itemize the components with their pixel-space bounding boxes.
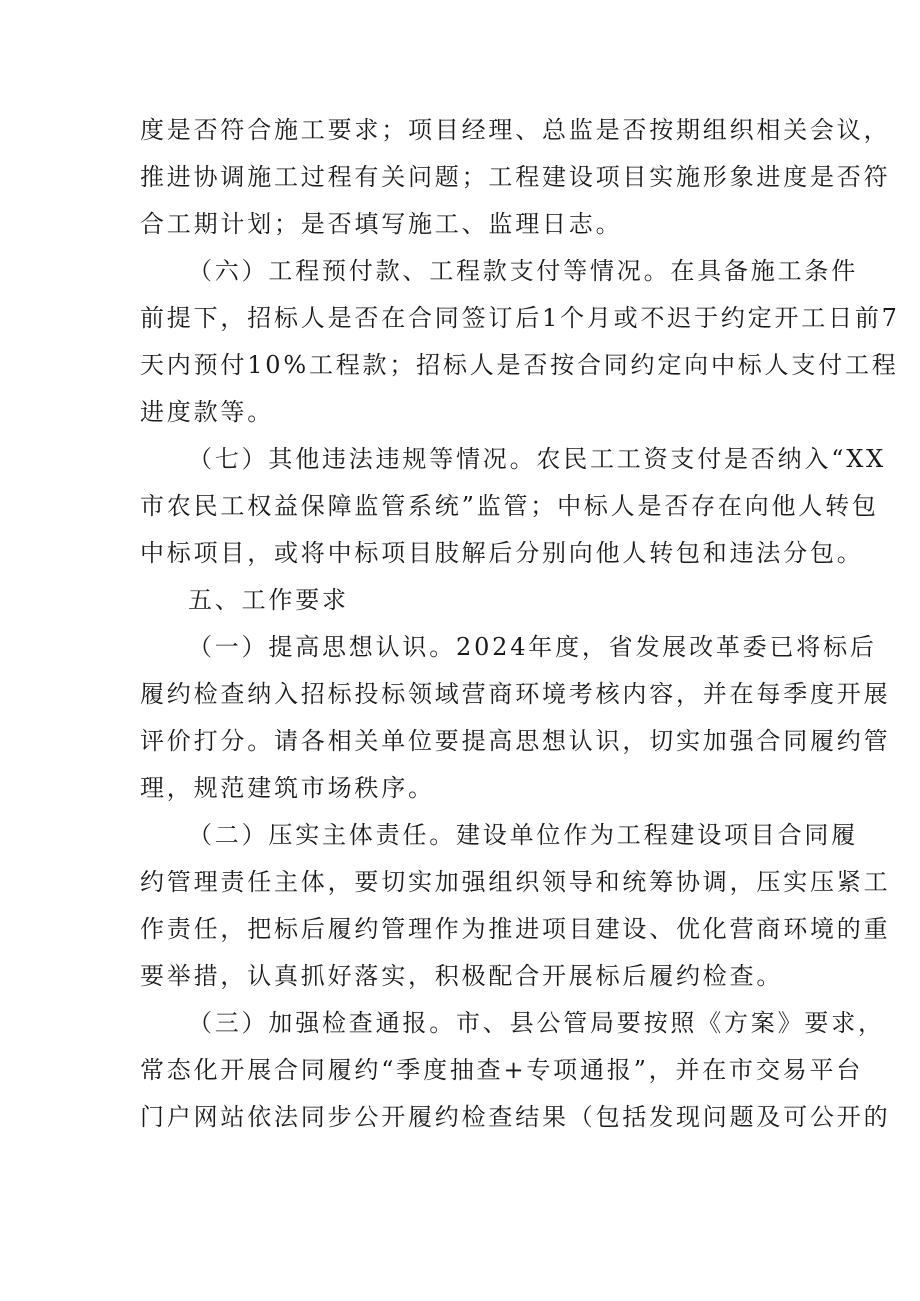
text-line: 门户网站依法同步公开履约检查结果（包括发现问题及可公开的: [140, 1103, 891, 1131]
text-line: 理，规范建筑市场秩序。: [140, 774, 435, 802]
text-line: 合工期计划；是否填写施工、监理日志。: [140, 210, 623, 238]
text-line: 度是否符合施工要求；项目经理、总监是否按期组织相关会议，: [140, 116, 891, 144]
text-line: 约管理责任主体，要切实加强组织领导和统筹协调，压实压紧工: [140, 868, 891, 896]
document-body: [140, 107, 900, 1141]
section-heading-work-requirements: [140, 577, 786, 624]
section-heading: 五、工作要求: [188, 586, 349, 614]
paragraph-construction-progress: [140, 107, 891, 248]
text-line: （三）加强检查通报。市、县公管局要按照《方案》要求，: [188, 1009, 885, 1037]
text-line: 作责任，把标后履约管理作为推进项目建设、优化营商环境的重: [140, 915, 891, 943]
text-line: 推进协调施工过程有关问题；工程建设项目实施形象进度是否符: [140, 163, 891, 191]
paragraph-section-6-payment: [140, 248, 900, 436]
paragraph-requirement-1: [140, 624, 891, 812]
paragraph-requirement-3: [140, 1000, 891, 1141]
text-line: 评价打分。请各相关单位要提高思想认识，切实加强合同履约管: [140, 727, 891, 755]
text-line: 要举措，认真抓好落实，积极配合开展标后履约检查。: [140, 962, 784, 990]
text-line: 进度款等。: [140, 398, 274, 426]
text-line: 常态化开展合同履约“季度抽查+专项通报”，并在市交易平台: [140, 1056, 864, 1084]
text-line: 前提下，招标人是否在合同签订后1个月或不迟于约定开工日前7: [140, 304, 900, 332]
text-line: 中标项目，或将中标项目肢解后分别向他人转包和违法分包。: [140, 539, 864, 567]
text-line: 天内预付10%工程款；招标人是否按合同约定向中标人支付工程: [140, 351, 899, 379]
text-line: （七）其他违法违规等情况。农民工工资支付是否纳入“XX: [188, 445, 887, 473]
paragraph-section-7-violations: [140, 436, 887, 577]
text-line: （六）工程预付款、工程款支付等情况。在具备施工条件: [188, 257, 858, 285]
text-line: 市农民工权益保障监管系统”监管；中标人是否存在向他人转包: [140, 492, 879, 520]
paragraph-requirement-2: [140, 812, 891, 1000]
text-line: （二）压实主体责任。建设单位作为工程建设项目合同履: [188, 821, 858, 849]
text-line: （一）提高思想认识。2024年度，省发展改革委已将标后: [188, 633, 877, 661]
text-line: 履约检查纳入招标投标领域营商环境考核内容，并在每季度开展: [140, 680, 891, 708]
